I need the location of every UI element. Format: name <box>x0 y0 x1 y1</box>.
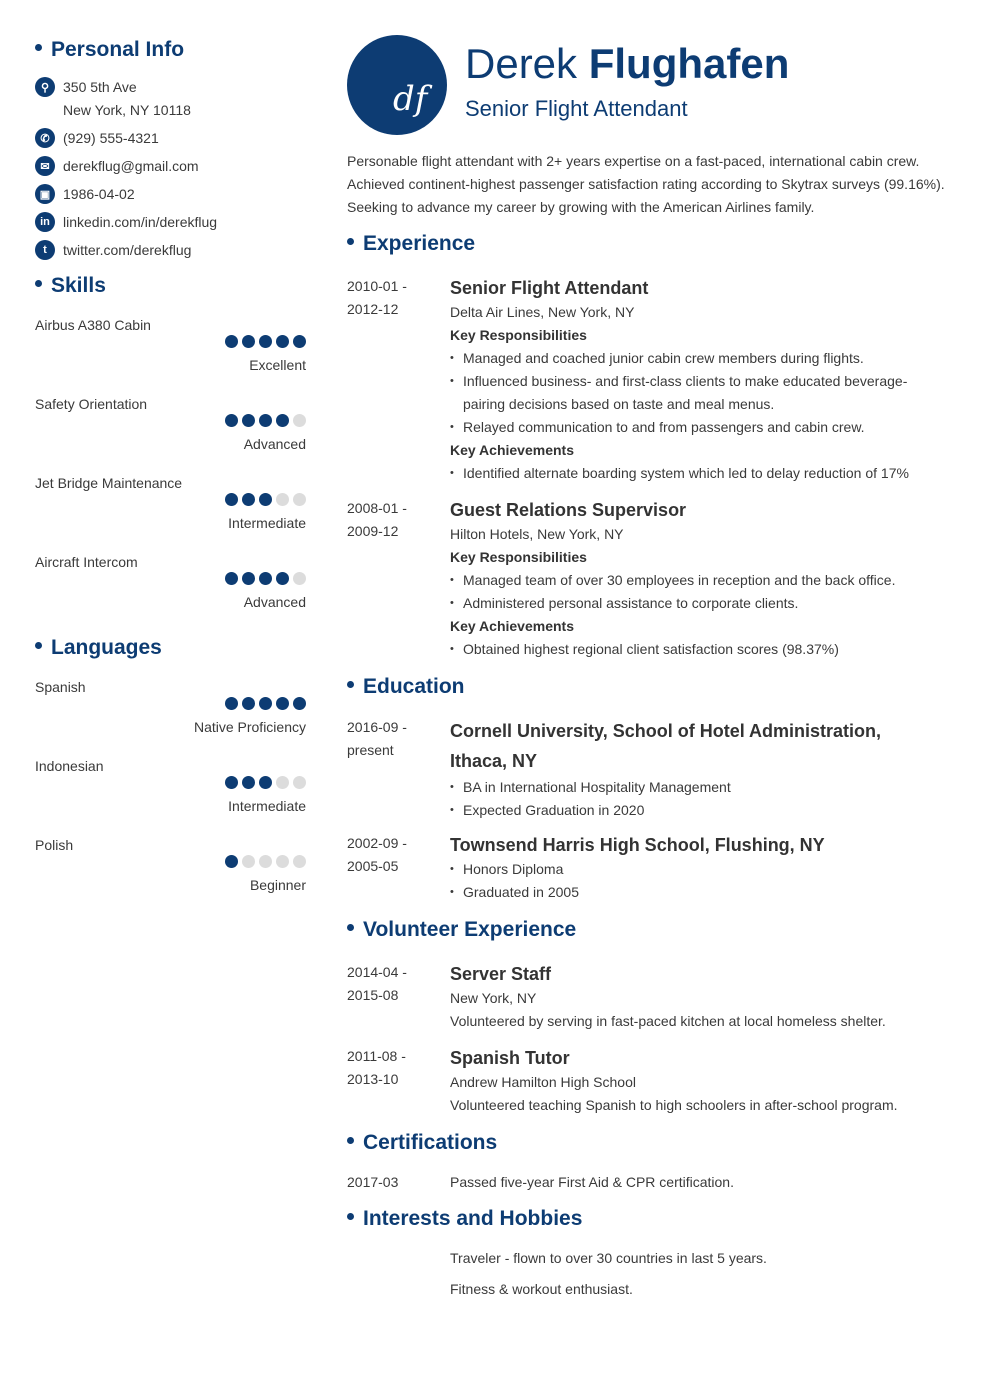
entry-title: Townsend Harris High School, Flushing, NY <box>450 835 825 855</box>
rating-dot-filled <box>259 572 272 585</box>
heading-text: Interests and Hobbies <box>363 1207 583 1230</box>
linkedin-link[interactable]: linkedin.com/in/derekflug <box>63 213 218 230</box>
end-date: 2015-08 <box>347 987 399 1003</box>
language-item <box>35 677 306 756</box>
bullet: • Managed team of over 30 employees in reception and the back office. <box>450 569 957 592</box>
twitter-icon: t <box>35 240 55 260</box>
rating-dot-empty <box>242 855 255 868</box>
address <box>35 77 137 97</box>
start-date: 2016-09 - <box>347 719 407 735</box>
rating-dot-filled <box>225 335 238 348</box>
item-name: Aircraft Intercom <box>35 554 138 570</box>
rating-dots <box>225 697 306 710</box>
first-name: Derek <box>465 40 578 87</box>
rating-dot-filled <box>293 335 306 348</box>
rating-dot-empty <box>293 776 306 789</box>
item-level: Intermediate <box>228 515 306 531</box>
interests-heading <box>347 1207 582 1231</box>
skill-item <box>35 473 306 552</box>
bullet: • Graduated in 2005 <box>450 881 957 904</box>
last-name: Flughafen <box>588 40 790 87</box>
address-line2: New York, NY 10118 <box>63 102 191 118</box>
item-level: Intermediate <box>228 798 306 814</box>
entry-title: Guest Relations Supervisor <box>450 500 687 520</box>
skill-item <box>35 394 306 473</box>
item-name: Safety Orientation <box>35 396 148 412</box>
item-name: Airbus A380 Cabin <box>35 317 151 333</box>
item-level: Beginner <box>249 877 306 893</box>
rating-dot-empty <box>293 414 306 427</box>
start-date: 2011-08 - <box>347 1048 406 1064</box>
heading-text: Certifications <box>363 1131 498 1154</box>
birthdate <box>35 184 135 204</box>
rating-dot-filled <box>242 776 255 789</box>
experience-heading <box>347 232 475 256</box>
bullet: • Administered personal assistance to corporate clients. <box>450 592 957 615</box>
rating-dot-filled <box>225 697 238 710</box>
education-entry <box>347 716 957 822</box>
date-range <box>347 1045 442 1091</box>
interest-item: Traveler - flown to over 30 countries in last 5 years. <box>450 1250 767 1266</box>
end-date: 2013-10 <box>347 1071 399 1087</box>
bullet: • BA in International Hospitality Management <box>450 776 957 799</box>
certification-entry <box>347 1171 957 1194</box>
rating-dot-empty <box>276 776 289 789</box>
entry-org: Andrew Hamilton High School <box>450 1074 636 1090</box>
rating-dots <box>225 776 306 789</box>
entry-description: Volunteered by serving in fast-paced kitchen at local homeless shelter. <box>450 1013 886 1029</box>
language-item <box>35 835 306 914</box>
responsibilities-label: Key Responsibilities <box>450 327 587 343</box>
volunteer-entry <box>347 1045 957 1117</box>
phone <box>35 128 159 148</box>
bullet: • Obtained highest regional client satisfaction scores (98.37%) <box>450 638 957 661</box>
heading-text: Education <box>363 675 465 698</box>
rating-dot-empty <box>276 855 289 868</box>
bullet: • Honors Diploma <box>450 858 957 881</box>
bullet: • Relayed communication to and from passengers and cabin crew. <box>450 416 957 439</box>
personal-info-heading <box>35 38 184 62</box>
rating-dot-filled <box>225 493 238 506</box>
heading-text: Personal Info <box>51 38 185 61</box>
skills-heading <box>35 274 106 298</box>
entry-title: Spanish Tutor <box>450 1048 570 1068</box>
rating-dot-filled <box>259 776 272 789</box>
end-date: 2012-12 <box>347 301 399 317</box>
entry-description: Volunteered teaching Spanish to high schoolers in after-school program. <box>450 1097 898 1113</box>
location-pin-icon: ⚲ <box>35 77 55 97</box>
rating-dot-empty <box>293 855 306 868</box>
monogram-avatar <box>347 35 447 135</box>
language-item <box>35 756 306 835</box>
entry-title: Server Staff <box>450 964 552 984</box>
cert-description: Passed five-year First Aid & CPR certification. <box>450 1174 734 1190</box>
education-entry <box>347 832 957 904</box>
rating-dot-empty <box>276 493 289 506</box>
certifications-heading <box>347 1131 497 1155</box>
rating-dot-filled <box>242 697 255 710</box>
start-date: 2010-01 - <box>347 278 407 294</box>
rating-dot-filled <box>225 855 238 868</box>
email-text[interactable]: derekflug@gmail.com <box>63 157 199 174</box>
phone-text: (929) 555-4321 <box>63 129 159 146</box>
twitter-link[interactable]: twitter.com/derekflug <box>63 241 192 258</box>
entry-title: Senior Flight Attendant <box>450 278 649 298</box>
rating-dot-empty <box>259 855 272 868</box>
envelope-icon: ✉ <box>35 156 55 176</box>
heading-text: Volunteer Experience <box>363 918 577 941</box>
rating-dot-filled <box>242 414 255 427</box>
rating-dot-filled <box>259 414 272 427</box>
start-date: 2008-01 - <box>347 500 407 516</box>
item-level: Advanced <box>243 594 306 610</box>
summary: Personable flight attendant with 2+ years expertise on a fast-paced, international cabin crew. Achieved continent-highest passenger satisfaction rating according to Skytrax surveys (99.16%). Seeking to advance my career by growing with the American Airlines family. <box>347 153 945 215</box>
bullet: • Managed and coached junior cabin crew members during flights. <box>450 347 957 370</box>
experience-entry <box>347 275 957 485</box>
rating-dots <box>225 572 306 585</box>
job-title: Senior Flight Attendant <box>465 96 688 121</box>
twitter[interactable] <box>35 240 191 260</box>
date-range <box>347 497 442 543</box>
rating-dot-filled <box>242 335 255 348</box>
date-range <box>347 961 442 1007</box>
item-name: Jet Bridge Maintenance <box>35 475 183 491</box>
heading-text: Experience <box>363 232 476 255</box>
rating-dots <box>225 335 306 348</box>
heading-text: Languages <box>51 636 162 659</box>
skill-item <box>35 552 306 631</box>
bullet: • Identified alternate boarding system which led to delay reduction of 17% <box>450 462 957 485</box>
phone-icon: ✆ <box>35 128 55 148</box>
skill-item <box>35 315 306 394</box>
achievements-label: Key Achievements <box>450 442 574 458</box>
rating-dot-filled <box>276 335 289 348</box>
item-level: Excellent <box>249 357 306 373</box>
end-date: 2009-12 <box>347 523 399 539</box>
rating-dots <box>225 414 306 427</box>
rating-dot-filled <box>242 493 255 506</box>
rating-dot-filled <box>225 572 238 585</box>
interest-item: Fitness & workout enthusiast. <box>450 1281 633 1297</box>
education-heading <box>347 675 465 699</box>
item-name: Spanish <box>35 679 86 695</box>
rating-dot-filled <box>276 414 289 427</box>
entry-org: New York, NY <box>450 990 537 1006</box>
rating-dot-filled <box>242 572 255 585</box>
start-date: 2002-09 - <box>347 835 407 851</box>
rating-dot-empty <box>293 493 306 506</box>
date-range <box>347 832 442 878</box>
end-date: present <box>347 742 394 758</box>
cert-date: 2017-03 <box>347 1174 399 1190</box>
calendar-icon: ▣ <box>35 184 55 204</box>
birthdate-text: 1986-04-02 <box>63 185 135 202</box>
rating-dots <box>225 493 306 506</box>
address-line1: 350 5th Ave <box>63 78 137 95</box>
languages-heading <box>35 636 162 660</box>
rating-dot-filled <box>259 697 272 710</box>
item-name: Polish <box>35 837 74 853</box>
item-level: Native Proficiency <box>193 719 306 735</box>
linkedin[interactable] <box>35 212 217 232</box>
entry-org: Delta Air Lines, New York, NY <box>450 304 635 320</box>
rating-dot-filled <box>276 572 289 585</box>
rating-dot-filled <box>276 697 289 710</box>
bullet: • Influenced business- and first-class clients to make educated beverage-pairing decisions based on taste and meal menus. <box>450 370 940 416</box>
volunteer-entry <box>347 961 957 1033</box>
item-level: Advanced <box>243 436 306 452</box>
end-date: 2005-05 <box>347 858 399 874</box>
entry-title: Cornell University, School of Hotel Administration, Ithaca, NY <box>450 721 882 771</box>
experience-entry <box>347 497 957 661</box>
date-range <box>347 716 442 762</box>
responsibilities-label: Key Responsibilities <box>450 549 587 565</box>
linkedin-icon: in <box>35 212 55 232</box>
heading-text: Skills <box>51 274 106 297</box>
rating-dots <box>225 855 306 868</box>
rating-dot-filled <box>225 414 238 427</box>
start-date: 2014-04 - <box>347 964 407 980</box>
volunteer-heading <box>347 918 576 942</box>
email[interactable] <box>35 156 199 176</box>
rating-dot-filled <box>259 335 272 348</box>
bullet: • Expected Graduation in 2020 <box>450 799 957 822</box>
achievements-label: Key Achievements <box>450 618 574 634</box>
candidate-name <box>465 40 789 88</box>
rating-dot-empty <box>293 572 306 585</box>
rating-dot-filled <box>225 776 238 789</box>
rating-dot-filled <box>293 697 306 710</box>
item-name: Indonesian <box>35 758 104 774</box>
monogram-text: df <box>393 79 428 119</box>
rating-dot-filled <box>259 493 272 506</box>
entry-org: Hilton Hotels, New York, NY <box>450 526 624 542</box>
date-range <box>347 275 442 321</box>
